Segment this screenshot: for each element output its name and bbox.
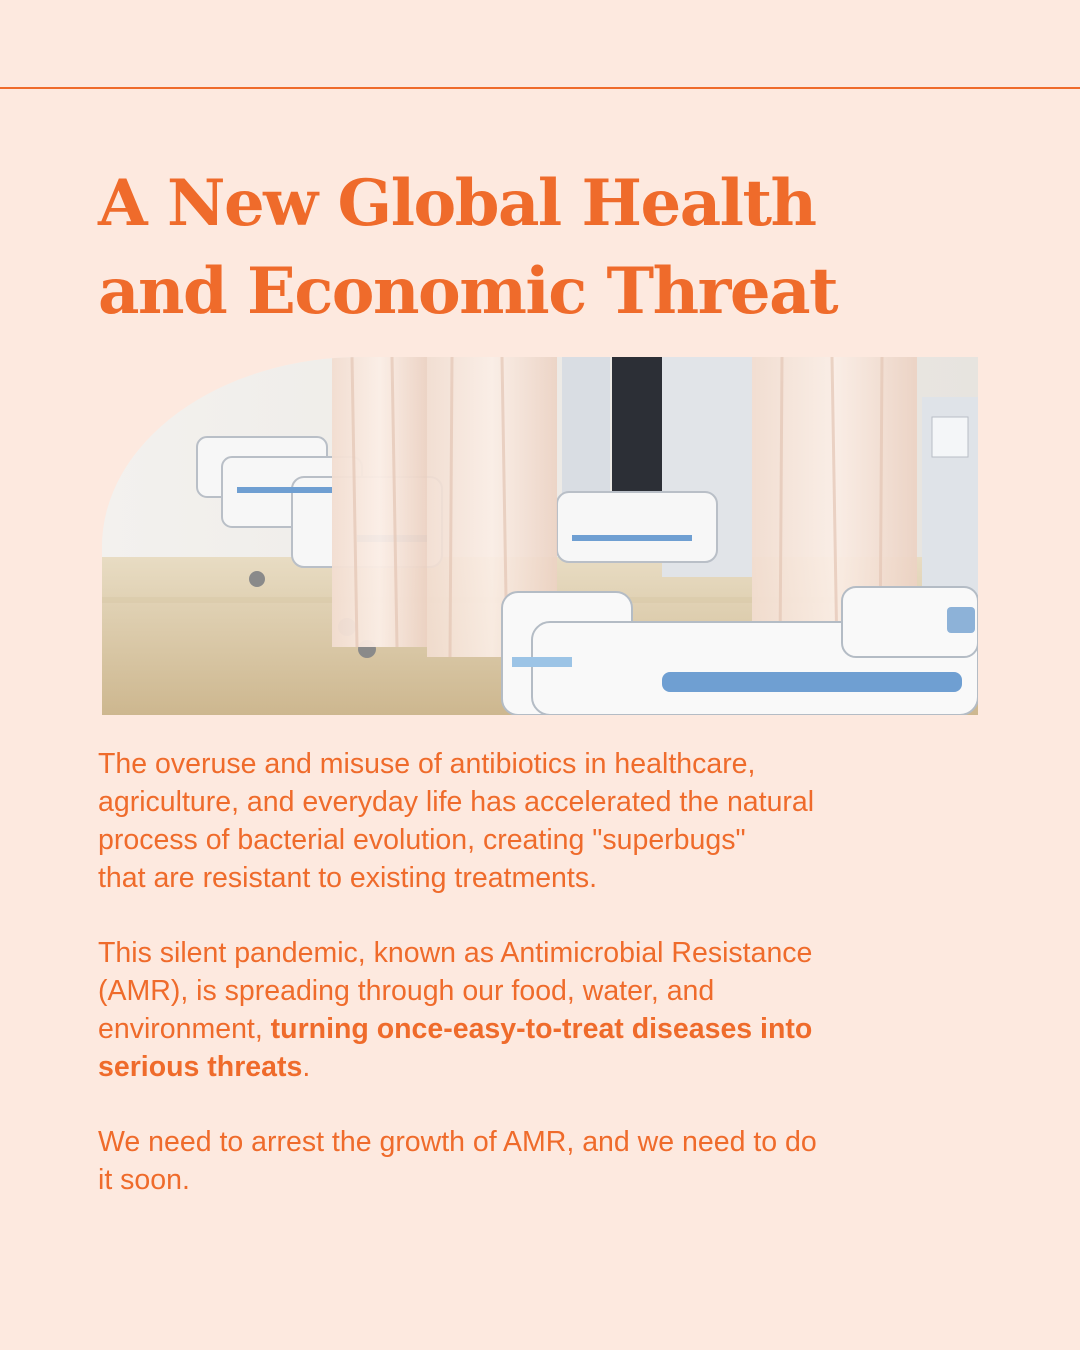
p2-line-2: (AMR), is spreading through our food, water, and	[98, 975, 715, 1007]
p2-emphasis-1: turning once-easy-to-treat diseases into	[270, 1013, 813, 1045]
p1-line-1: The overuse and misuse of antibiotics in healthcare,	[98, 748, 756, 780]
page-title	[98, 160, 998, 336]
p2-line-1: This silent pandemic, known as Antimicrobial Resistance	[98, 937, 813, 969]
p2-line-3-plain: environment,	[98, 1013, 271, 1045]
p2-line-4	[98, 1048, 978, 1086]
p3-line-2: it soon.	[98, 1164, 190, 1196]
top-divider	[0, 87, 1080, 89]
title-line-1: A New Global Health	[98, 166, 816, 241]
p2-emphasis-2: serious threats	[98, 1051, 303, 1083]
p2-line-3	[98, 1010, 978, 1048]
paragraph-3	[98, 1123, 978, 1199]
title-line-2: and Economic Threat	[98, 254, 838, 329]
p3-line-1: We need to arrest the growth of AMR, and we need to do	[98, 1126, 817, 1158]
p1-line-4: that are resistant to existing treatments.	[98, 862, 597, 894]
p1-line-3: process of bacterial evolution, creating "superbugs"	[98, 824, 746, 856]
p1-line-2: agriculture, and everyday life has accelerated the natural	[98, 786, 815, 818]
paragraph-1	[98, 745, 978, 897]
hospital-ward-photo	[102, 357, 978, 715]
paragraph-2	[98, 934, 978, 1086]
p2-line-4-plain: .	[302, 1051, 311, 1083]
body-copy	[98, 745, 978, 1236]
